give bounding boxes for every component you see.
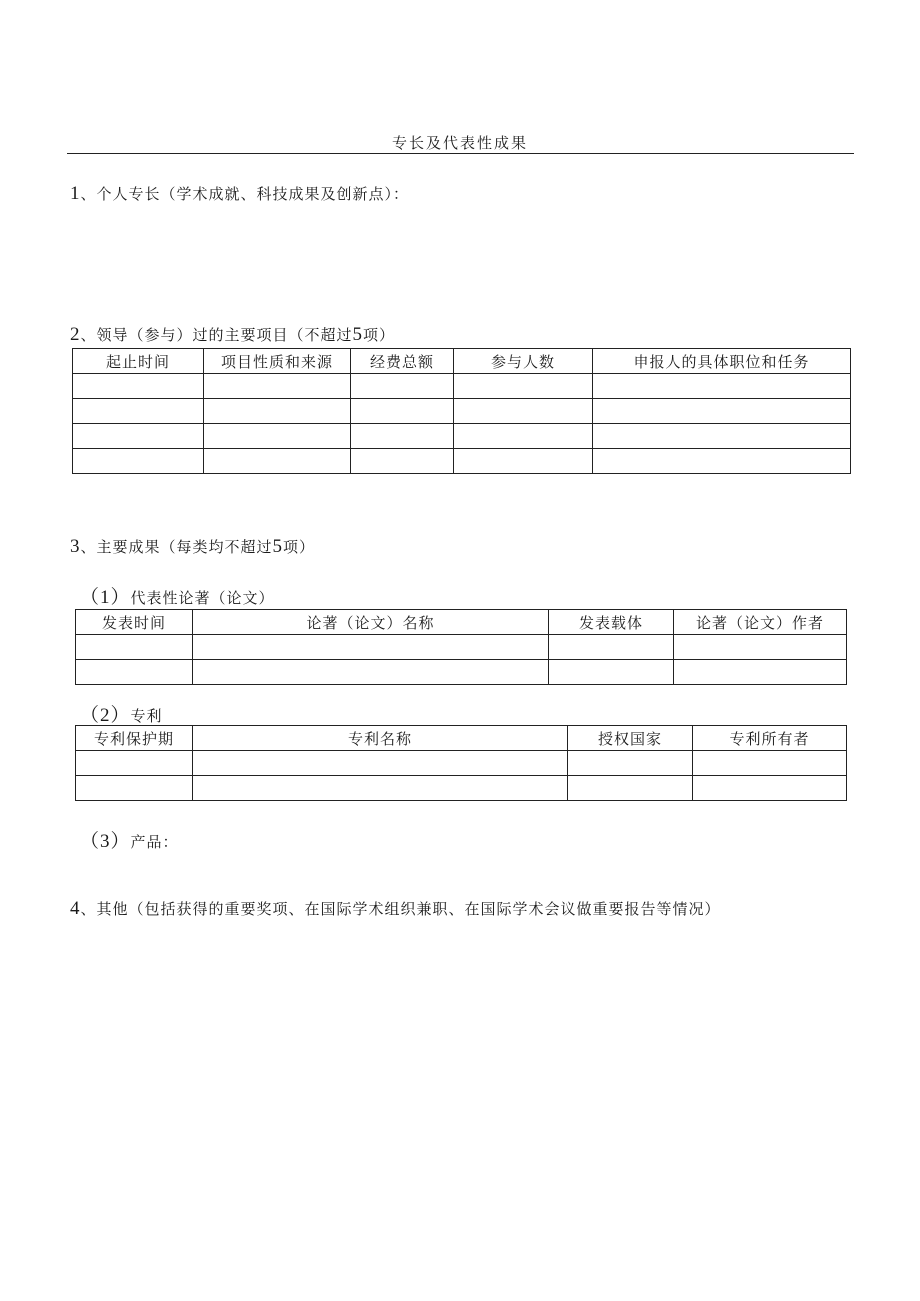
header-participants: 参与人数 <box>454 349 593 374</box>
table-row <box>73 449 851 474</box>
table-cell[interactable] <box>73 399 204 424</box>
table-row <box>76 776 847 801</box>
header-total-funding: 经费总额 <box>351 349 454 374</box>
header-paper-title: 论著（论文）名称 <box>193 610 549 635</box>
products-number: （3） <box>80 831 131 852</box>
header-publication-venue: 发表载体 <box>549 610 674 635</box>
table-cell[interactable] <box>351 399 454 424</box>
table-row <box>76 635 847 660</box>
table-cell[interactable] <box>593 449 851 474</box>
section-2-heading <box>70 324 395 346</box>
table-cell[interactable] <box>454 449 593 474</box>
header-patent-period: 专利保护期 <box>76 726 193 751</box>
header-patent-owner: 专利所有者 <box>693 726 847 751</box>
table-row <box>73 424 851 449</box>
table-cell[interactable] <box>204 374 351 399</box>
table-cell[interactable] <box>674 660 847 685</box>
table-cell[interactable] <box>454 424 593 449</box>
table-cell[interactable] <box>454 374 593 399</box>
table-cell[interactable] <box>73 449 204 474</box>
section-4-text: 、其他（包括获得的重要奖项、在国际学术组织兼职、在国际学术会议做重要报告等情况） <box>80 900 721 918</box>
table-cell[interactable] <box>204 449 351 474</box>
papers-table <box>75 609 847 685</box>
table-header-row <box>73 349 851 374</box>
table-cell[interactable] <box>593 424 851 449</box>
header-paper-authors: 论著（论文）作者 <box>674 610 847 635</box>
table-header-row <box>76 610 847 635</box>
table-cell[interactable] <box>73 424 204 449</box>
table-cell[interactable] <box>693 776 847 801</box>
section-2-text-end: 项） <box>363 326 396 344</box>
table-cell[interactable] <box>568 751 693 776</box>
table-cell[interactable] <box>204 424 351 449</box>
table-cell[interactable] <box>193 635 549 660</box>
papers-subheading <box>80 582 275 609</box>
table-cell[interactable] <box>351 424 454 449</box>
header-start-end-time: 起止时间 <box>73 349 204 374</box>
table-cell[interactable] <box>351 449 454 474</box>
table-cell[interactable] <box>76 635 193 660</box>
table-cell[interactable] <box>76 751 193 776</box>
table-cell[interactable] <box>549 635 674 660</box>
table-row <box>73 374 851 399</box>
projects-table <box>72 348 851 474</box>
patents-subheading <box>80 700 163 727</box>
table-row <box>76 660 847 685</box>
header-project-nature-source: 项目性质和来源 <box>204 349 351 374</box>
patents-table <box>75 725 847 801</box>
table-cell[interactable] <box>568 776 693 801</box>
section-2-text: 、领导（参与）过的主要项目（不超过 <box>80 326 353 344</box>
table-cell[interactable] <box>73 374 204 399</box>
patents-label: 专利 <box>130 707 163 725</box>
page-title: 专长及代表性成果 <box>391 134 528 152</box>
table-cell[interactable] <box>593 374 851 399</box>
patents-number: （2） <box>80 705 131 726</box>
section-3-text: 、主要成果（每类均不超过 <box>80 538 273 556</box>
section-1-number: 1 <box>70 183 81 204</box>
table-row <box>73 399 851 424</box>
section-3-text-end: 项） <box>283 538 316 556</box>
section-3-number: 3 <box>70 536 81 557</box>
table-cell[interactable] <box>549 660 674 685</box>
table-cell[interactable] <box>593 399 851 424</box>
header-publish-time: 发表时间 <box>76 610 193 635</box>
header-applicant-role: 申报人的具体职位和任务 <box>593 349 851 374</box>
table-cell[interactable] <box>454 399 593 424</box>
section-4-heading <box>70 898 721 920</box>
section-3-heading <box>70 536 315 558</box>
table-cell[interactable] <box>351 374 454 399</box>
table-cell[interactable] <box>204 399 351 424</box>
section-2-number: 2 <box>70 324 81 345</box>
table-cell[interactable] <box>76 660 193 685</box>
title-divider <box>67 153 854 154</box>
section-1-heading <box>70 183 409 205</box>
table-cell[interactable] <box>693 751 847 776</box>
section-2-limit: 5 <box>352 324 364 345</box>
table-row <box>76 751 847 776</box>
table-cell[interactable] <box>76 776 193 801</box>
products-label: 产品： <box>130 833 179 851</box>
papers-label: 代表性论著（论文） <box>130 589 275 607</box>
section-4-number: 4 <box>70 898 81 919</box>
section-3-limit: 5 <box>272 536 284 557</box>
table-header-row <box>76 726 847 751</box>
table-cell[interactable] <box>674 635 847 660</box>
table-cell[interactable] <box>193 776 568 801</box>
table-cell[interactable] <box>193 660 549 685</box>
products-subheading <box>80 826 179 853</box>
header-patent-name: 专利名称 <box>193 726 568 751</box>
table-cell[interactable] <box>193 751 568 776</box>
header-granting-country: 授权国家 <box>568 726 693 751</box>
section-1-text: 、个人专长（学术成就、科技成果及创新点）： <box>80 185 410 203</box>
papers-number: （1） <box>80 587 131 608</box>
